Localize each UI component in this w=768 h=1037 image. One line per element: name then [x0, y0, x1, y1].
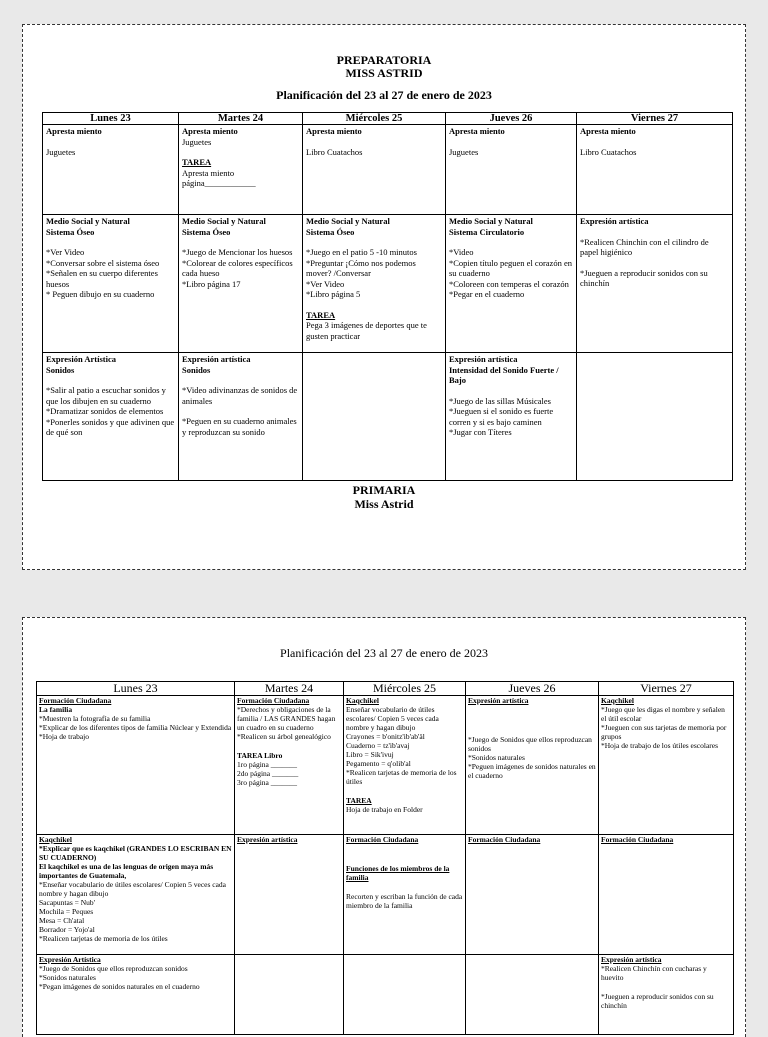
- plan-cell: [466, 696, 599, 835]
- cell-line: TAREA Libro: [237, 751, 283, 760]
- cell-line: Apresta miento: [46, 126, 102, 136]
- cell-line: *Copien título peguen el corazón en su cuaderno: [449, 257, 572, 278]
- cell-line: *Explicar de los diferentes tipos de familia Núclear y Extendida: [39, 723, 232, 732]
- cell-line: Kaqchikel: [346, 696, 379, 705]
- cell-line: TAREA: [306, 309, 336, 320]
- cell-line: Apresta miento: [182, 167, 235, 178]
- cell-line: Formación Ciudadana: [601, 835, 674, 844]
- plan-cell: [43, 125, 179, 215]
- cell-line: * Peguen dibujo en su cuaderno: [46, 289, 155, 299]
- page-teacher: MISS ASTRID: [345, 66, 423, 80]
- cell-line: *Conversar sobre el sistema óseo: [46, 257, 160, 268]
- day-header: Lunes 23: [37, 682, 235, 696]
- cell-line: Medio Social y Natural: [46, 216, 130, 226]
- plan-cell: [344, 696, 466, 835]
- cell-line: *Libro página 5: [306, 289, 361, 299]
- plan-cell: [446, 215, 577, 353]
- page-2: [22, 617, 746, 1037]
- cell-line: *Ver Video: [46, 247, 85, 257]
- cell-line: [46, 137, 175, 147]
- day-header-row: [43, 113, 733, 125]
- plan-cell: [37, 955, 235, 1035]
- cell-line: [580, 137, 729, 147]
- day-header: Viernes 27: [577, 113, 733, 125]
- cell-line: [306, 300, 442, 310]
- plan-cell: [446, 125, 577, 215]
- cell-line: Medio Social y Natural: [182, 216, 266, 226]
- cell-line: Sonidos: [182, 364, 211, 375]
- cell-line: Expresión artística: [580, 216, 649, 226]
- plan-subtitle: Planificación del 23 al 27 de enero de 2023: [276, 88, 492, 102]
- cell-line: *Hoja de trabajo de los útiles escolares: [601, 741, 719, 750]
- cell-line: Libro Cuatachos: [306, 146, 363, 157]
- cell-line: *Realicen Chinchín con cucharas y huevito: [601, 964, 707, 982]
- plan-row: [43, 125, 733, 215]
- day-header: Martes 24: [235, 682, 344, 696]
- cell-line: TAREA: [182, 157, 212, 167]
- cell-line: [306, 354, 442, 364]
- cell-line: Medio Social y Natural: [449, 216, 533, 226]
- cell-line: Libro Cuatachos: [580, 146, 637, 157]
- cell-line: Enseñar vocabulario de útiles escolares/ Copien 5 veces cada nombre y hagan dibujo: [346, 705, 439, 732]
- cell-line: *Sonidos naturales: [468, 753, 525, 762]
- cell-line: *Coloreen con temperas el corazón: [449, 278, 569, 289]
- cell-line: TAREA: [346, 796, 372, 805]
- cell-line: Sacapuntas = Nub': [39, 898, 95, 907]
- day-header: Miércoles 25: [303, 113, 446, 125]
- cell-line: Expresión artística: [468, 696, 529, 705]
- cell-line: *Juego de Mencionar los huesos: [182, 247, 293, 257]
- cell-line: [449, 386, 573, 396]
- cell-line: *Video: [449, 247, 474, 257]
- day-header-row: [37, 682, 734, 696]
- cell-line: Mesa = Ch'atal: [39, 916, 85, 925]
- cell-line: Apresta miento: [182, 126, 238, 136]
- cell-line: Borrador = Yojo'al: [39, 925, 95, 934]
- cell-line: *Colorear de colores específicos cada hueso: [182, 257, 293, 278]
- cell-line: [346, 844, 463, 854]
- cell-line: Expresión artística: [237, 835, 298, 844]
- cell-line: *Jueguen con sus tarjetas de memoria por grupos: [601, 723, 727, 741]
- cell-line: Recorten y escriban la función de cada miembro de la familia: [346, 892, 463, 910]
- cell-line: [580, 227, 729, 237]
- plan-row: [37, 955, 734, 1035]
- plan-cell: [446, 353, 577, 481]
- cell-line: *Sonidos naturales: [39, 973, 96, 982]
- plan-cell: [235, 835, 344, 955]
- plan-row: [37, 835, 734, 955]
- plan-cell: [179, 125, 303, 215]
- cell-line: Juguetes: [46, 146, 76, 157]
- cell-line: *Libro página 17: [182, 278, 241, 289]
- cell-line: 1ro página _______: [237, 760, 297, 769]
- plan-cell: [344, 835, 466, 955]
- plan-cell: [466, 955, 599, 1035]
- plan-cell: [43, 353, 179, 481]
- day-header: Viernes 27: [599, 682, 734, 696]
- cell-line: *Realicen tarjetas de memoria de los útiles: [39, 934, 168, 943]
- plan-cell: [37, 696, 235, 835]
- cell-line: Expresión artística: [449, 354, 518, 364]
- weekly-plan-table: [42, 112, 733, 481]
- cell-line: [346, 786, 463, 796]
- cell-line: *Dramatizar sonidos de elementos: [46, 406, 164, 416]
- cell-line: Pega 3 imágenes de deportes que te gusten practicar: [306, 320, 427, 341]
- cell-line: *Jugar con Títeres: [449, 427, 512, 437]
- cell-line: [449, 237, 573, 247]
- plan-cell: [179, 353, 303, 481]
- plan-cell: [599, 955, 734, 1035]
- cell-line: 2do página _______: [237, 769, 299, 778]
- page-1: [22, 24, 746, 570]
- day-header: Jueves 26: [466, 682, 599, 696]
- plan-cell: [303, 215, 446, 353]
- cell-line: Pegamento = q'olib'al: [346, 759, 411, 768]
- cell-line: Sonidos: [46, 364, 75, 375]
- cell-line: *Muestren la fotografía de su familia: [39, 714, 151, 723]
- cell-line: [601, 982, 731, 992]
- cell-line: [46, 237, 175, 247]
- cell-line: Medio Social y Natural: [306, 216, 390, 226]
- cell-line: *Derechos y obligaciones de la familia / LAS GRANDES hagan un cuadro en su cuaderno: [237, 705, 336, 732]
- cell-line: *Jueguen si el sonido es fuerte corren y si es bajo caminen: [449, 406, 554, 427]
- cell-line: *Juego que les digas el nombre y señalen el útil escolar: [601, 705, 725, 723]
- cell-line: [182, 237, 299, 247]
- cell-line: *Peguen en su cuaderno animales y reproduzcan su sonido: [182, 416, 297, 437]
- plan-cell: [179, 215, 303, 353]
- cell-line: Hoja de trabajo en Folder: [346, 805, 423, 814]
- cell-line: Juguetes: [449, 146, 479, 157]
- cell-line: *Explicar que es kaqchikel (GRANDES LO ESCRIBAN EN SU CUADERNO): [39, 844, 232, 862]
- cell-line: *Juego de Sonidos que ellos reproduzcan sonidos: [468, 735, 592, 753]
- cell-line: [580, 354, 729, 364]
- plan-cell: [577, 353, 733, 481]
- cell-line: *Hoja de trabajo: [39, 732, 89, 741]
- plan-subtitle: Planificación del 23 al 27 de enero de 2023: [280, 646, 488, 660]
- weekly-plan-table: [36, 681, 734, 1035]
- cell-line: *Juego de Sonidos que ellos reproduzcan sonidos: [39, 964, 188, 973]
- cell-line: *Jueguen a reproducir sonidos con su chinchín: [580, 267, 708, 288]
- cell-line: *Pegar en el cuaderno: [449, 289, 525, 299]
- cell-line: Sistema Óseo: [182, 226, 231, 237]
- plan-cell: [599, 696, 734, 835]
- cell-line: *Peguen imágenes de sonidos naturales en el cuaderno: [468, 762, 596, 780]
- cell-line: *Señalen en su cuerpo diferentes huesos: [46, 268, 158, 289]
- plan-row: [37, 696, 734, 835]
- cell-line: [346, 854, 463, 864]
- cell-line: [346, 955, 463, 965]
- cell-line: [449, 137, 573, 147]
- cell-line: Kaqchikel: [39, 835, 72, 844]
- plan-cell: [577, 125, 733, 215]
- cell-line: [468, 725, 596, 735]
- cell-line: *Preguntar ¡Cómo nos podemos mover? /Conversar: [306, 257, 416, 278]
- cell-line: Juguetes: [182, 136, 212, 147]
- cell-line: *Jueguen a reproducir sonidos con su chinchín: [601, 992, 714, 1010]
- cell-line: *Enseñar vocabulario de útiles escolares/ Copien 5 veces cada nombre y hagan dibujo: [39, 880, 227, 898]
- plan-cell: [577, 215, 733, 353]
- cell-line: Formación Ciudadana: [346, 835, 419, 844]
- cell-line: [580, 258, 729, 268]
- cell-line: [182, 406, 299, 416]
- cell-line: [46, 375, 175, 385]
- cell-line: *Realicen su árbol genealógico: [237, 732, 331, 741]
- cell-line: [306, 237, 442, 247]
- day-header: Lunes 23: [43, 113, 179, 125]
- cell-line: Formación Ciudadana: [468, 835, 541, 844]
- plan-cell: [599, 835, 734, 955]
- cell-line: Libro = Sik'ivuj: [346, 750, 394, 759]
- cell-line: *Juego de las sillas Músicales: [449, 395, 551, 406]
- cell-line: [468, 955, 596, 965]
- cell-line: Apresta miento: [306, 126, 362, 136]
- cell-line: Crayones = b'onitz'ib'ab'äl: [346, 732, 425, 741]
- cell-line: *Realicen tarjetas de memoria de los útiles: [346, 768, 457, 786]
- cell-line: Formación Ciudadana: [237, 696, 310, 705]
- plan-cell: [344, 955, 466, 1035]
- cell-line: *Video adivinanzas de sonidos de animales: [182, 385, 298, 406]
- cell-line: [182, 375, 299, 385]
- cell-line: El kaqchikel es una de las lenguas de origen maya más importantes de Guatemala,: [39, 862, 214, 880]
- cell-line: *Realicen Chinchin con el cilindro de papel higiénico: [580, 236, 709, 257]
- day-header: Martes 24: [179, 113, 303, 125]
- cell-line: *Ver Video: [306, 278, 345, 289]
- cell-line: [346, 882, 463, 892]
- cell-line: Expresión Artística: [46, 354, 116, 364]
- plan-cell: [303, 125, 446, 215]
- cell-line: Mochila = Peques: [39, 907, 94, 916]
- cell-line: [237, 955, 341, 965]
- cell-line: Kaqchikel: [601, 696, 634, 705]
- cell-line: Cuaderno = tz'ib'avaj: [346, 741, 410, 750]
- cell-line: Funciones de los miembros de la familia: [346, 864, 450, 882]
- cell-line: *Ponerles sonidos y que adivinen que de qué son: [46, 416, 175, 437]
- page-title: PREPARATORIA: [336, 53, 432, 67]
- plan-cell: [466, 835, 599, 955]
- cell-line: [468, 715, 596, 725]
- cell-line: [468, 705, 596, 715]
- cell-line: Intensidad del Sonido Fuerte / Bajo: [449, 364, 559, 385]
- section-teacher: Miss Astrid: [354, 497, 414, 511]
- cell-line: Apresta miento: [580, 126, 636, 136]
- cell-line: Expresión Artística: [39, 955, 101, 964]
- cell-line: [237, 741, 341, 751]
- cell-line: Apresta miento: [449, 126, 505, 136]
- cell-line: La familia: [39, 705, 73, 714]
- cell-line: Expresión artística: [182, 354, 251, 364]
- cell-line: Sistema Óseo: [306, 226, 355, 237]
- cell-line: Sistema Circulatorio: [449, 226, 525, 237]
- cell-line: Expresión artística: [601, 955, 662, 964]
- cell-line: *Salir al patio a escuchar sonidos y que los dibujen en su cuaderno: [46, 385, 166, 406]
- plan-cell: [37, 835, 235, 955]
- cell-line: [182, 147, 299, 157]
- cell-line: página____________: [182, 178, 256, 188]
- plan-cell: [43, 215, 179, 353]
- cell-line: Formación Ciudadana: [39, 696, 112, 705]
- cell-line: [306, 137, 442, 147]
- cell-line: *Juego en el patio 5 -10 minutos: [306, 247, 417, 257]
- plan-cell: [235, 696, 344, 835]
- day-header: Jueves 26: [446, 113, 577, 125]
- cell-line: *Pegan imágenes de sonidos naturales en el cuaderno: [39, 982, 200, 991]
- plan-cell: [235, 955, 344, 1035]
- cell-line: Sistema Óseo: [46, 226, 95, 237]
- day-header: Miércoles 25: [344, 682, 466, 696]
- plan-row: [43, 353, 733, 481]
- section-title: PRIMARIA: [352, 483, 416, 497]
- plan-row: [43, 215, 733, 353]
- cell-line: 3ro página _______: [237, 778, 297, 787]
- plan-cell: [303, 353, 446, 481]
